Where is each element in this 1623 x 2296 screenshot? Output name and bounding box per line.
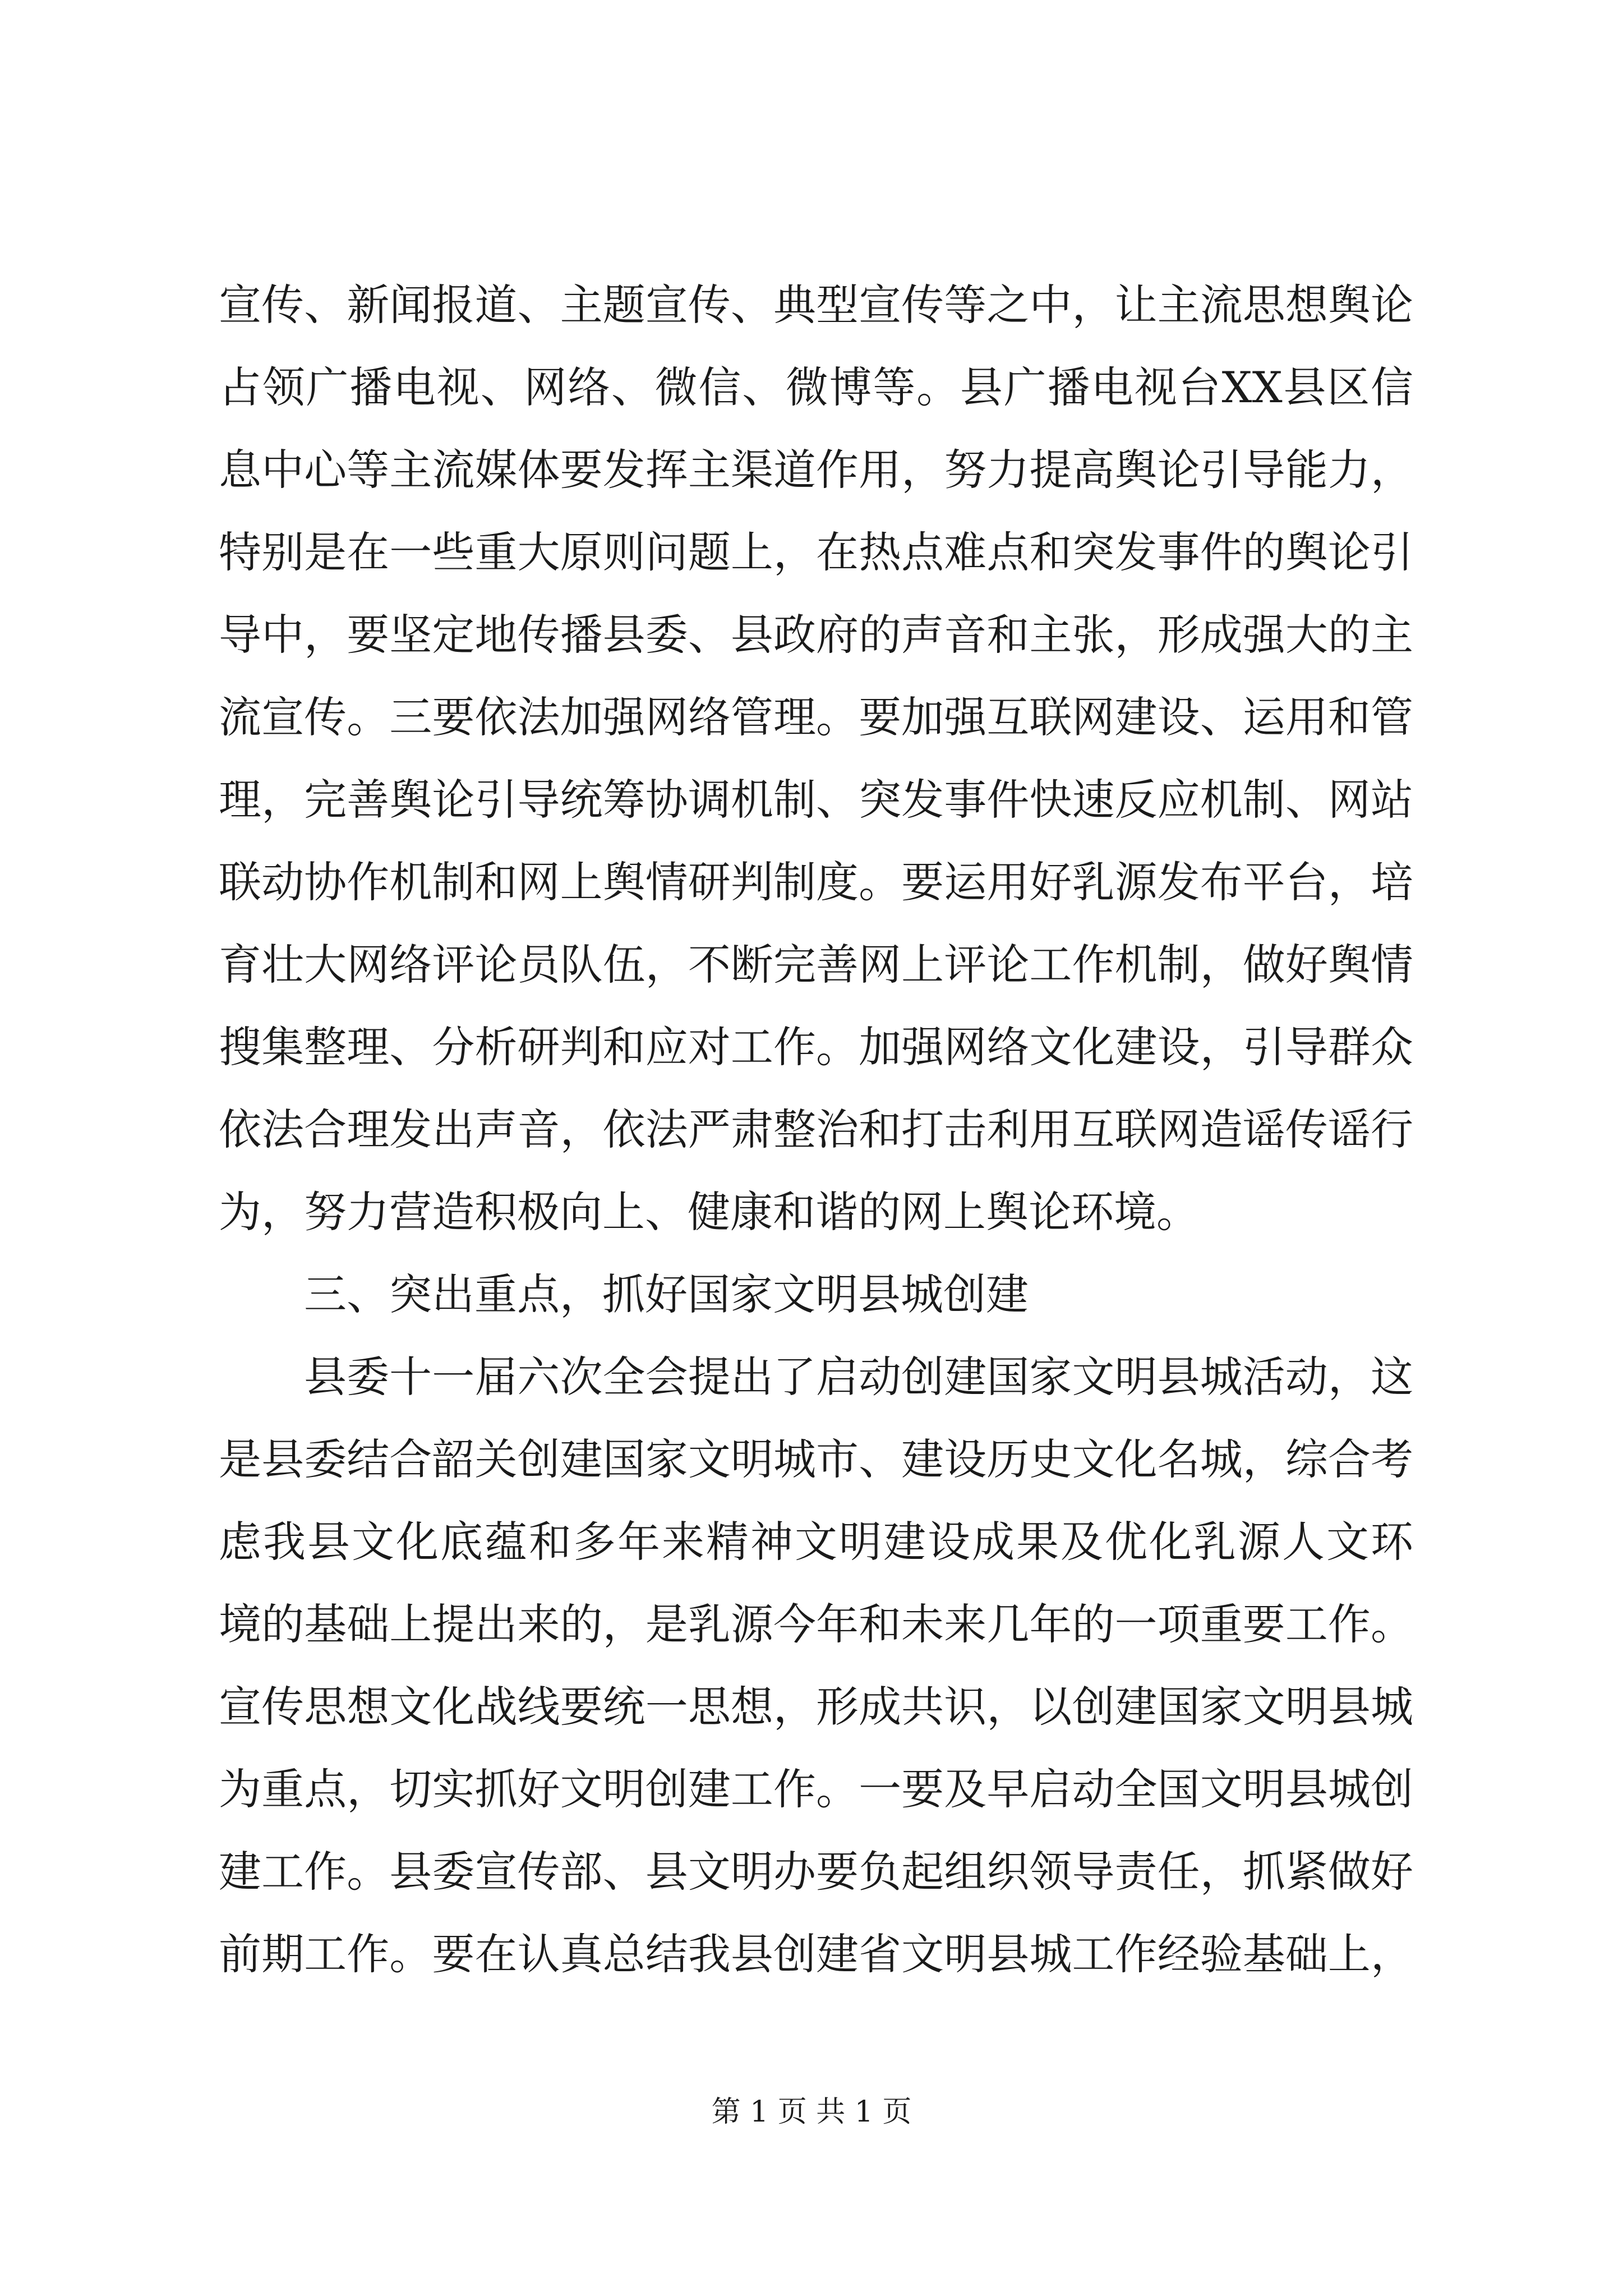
page-footer: 第 1 页 共 1 页 [711, 2095, 912, 2129]
paragraph-line: 联动协作机制和网上舆情研判制度。要运用好乳源发布平台，培 [219, 857, 1413, 907]
paragraph-line: 建工作。县委宣传部、县文明办要负起组织领导责任，抓紧做好 [219, 1847, 1413, 1897]
paragraph-line: 占领广播电视、网络、微信、微博等。县广播电视台XX县区信 [219, 362, 1413, 412]
paragraph-line: 搜集整理、分析研判和应对工作。加强网络文化建设，引导群众 [219, 1022, 1413, 1072]
paragraph-line: 县委十一届六次全会提出了启动创建国家文明县城活动，这 [304, 1352, 1413, 1402]
paragraph-line: 导中，要坚定地传播县委、县政府的声音和主张，形成强大的主 [219, 610, 1413, 660]
paragraph-line: 为，努力营造积极向上、健康和谐的网上舆论环境。 [219, 1187, 1199, 1237]
paragraph-line: 是县委结合韶关创建国家文明城市、建设历史文化名城，综合考 [219, 1434, 1413, 1484]
paragraph-line: 理，完善舆论引导统筹协调机制、突发事件快速反应机制、网站 [219, 775, 1413, 825]
paragraph-line: 宣传思想文化战线要统一思想，形成共识，以创建国家文明县城 [219, 1682, 1413, 1732]
paragraph-line: 息中心等主流媒体要发挥主渠道作用，努力提高舆论引导能力， [219, 445, 1413, 495]
paragraph-line: 流宣传。三要依法加强网络管理。要加强互联网建设、运用和管 [219, 692, 1413, 742]
paragraph-line: 特别是在一些重大原则问题上，在热点难点和突发事件的舆论引 [219, 527, 1413, 577]
paragraph-line: 前期工作。要在认真总结我县创建省文明县城工作经验基础上， [219, 1929, 1413, 1979]
paragraph-line: 育壮大网络评论员队伍，不断完善网上评论工作机制，做好舆情 [219, 940, 1413, 990]
document-body [219, 264, 1413, 1995]
paragraph-line: 虑我县文化底蕴和多年来精神文明建设成果及优化乳源人文环 [219, 1517, 1413, 1567]
paragraph-line: 境的基础上提出来的，是乳源今年和未来几年的一项重要工作。 [219, 1599, 1413, 1649]
paragraph-line: 为重点，切实抓好文明创建工作。一要及早启动全国文明县城创 [219, 1764, 1413, 1814]
paragraph-line: 依法合理发出声音，依法严肃整治和打击利用互联网造谣传谣行 [219, 1105, 1413, 1154]
section-heading: 三、突出重点，抓好国家文明县城创建 [304, 1269, 1029, 1319]
paragraph-line: 宣传、新闻报道、主题宣传、典型宣传等之中，让主流思想舆论 [219, 280, 1413, 330]
